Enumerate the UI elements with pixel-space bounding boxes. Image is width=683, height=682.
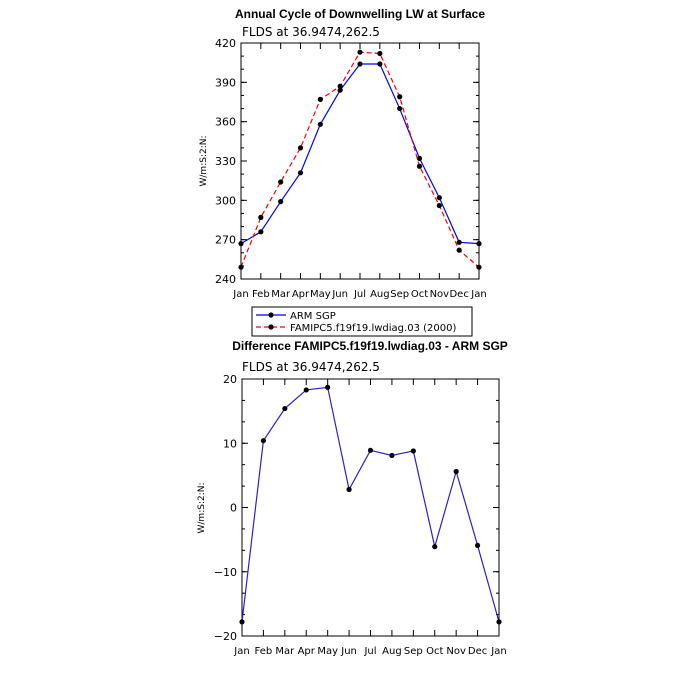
chart2-xtick-label: Sep <box>403 646 423 657</box>
chart1-xtick-label: Oct <box>410 289 429 300</box>
chart1-series-0-point <box>318 122 323 127</box>
chart1-xtick-label: Apr <box>291 289 310 300</box>
legend-label-1: FAMIPC5.f19f19.lwdiag.03 (2000) <box>290 323 457 334</box>
chart2-series-0-point <box>411 448 416 453</box>
chart1-series-1-point <box>258 215 263 220</box>
chart2-series-0-point <box>261 438 266 443</box>
chart1-ytick-label: 240 <box>215 273 236 286</box>
chart1-series-0-point <box>357 61 362 66</box>
chart1-ylabel: W/m:S:2:N: <box>199 135 209 187</box>
chart1-frame <box>241 43 479 279</box>
chart1-ytick-label: 300 <box>215 194 236 208</box>
chart2-ytick-label: −10 <box>213 565 237 579</box>
chart1-xtick-label: Mar <box>271 289 291 300</box>
chart2-xtick-label: Mar <box>275 646 295 657</box>
chart1-series-1-point <box>476 265 481 270</box>
chart1-series-0-point <box>278 199 283 204</box>
chart2-xtick-label: May <box>317 646 339 657</box>
chart1-xtick-label: Jan <box>233 289 249 300</box>
chart1-xtick-label: Feb <box>251 289 270 300</box>
chart1-series-1-point <box>338 84 343 89</box>
legend-marker-0 <box>268 312 273 317</box>
chart1-xtick-label: Sep <box>390 289 410 300</box>
chart2-xtick-label: Jan <box>491 646 507 657</box>
chart1-series-1-point <box>397 94 402 99</box>
chart1-series-1-point <box>318 97 323 102</box>
legend-label-0: ARM SGP <box>290 311 336 322</box>
chart2-ytick-label: 10 <box>223 437 237 451</box>
chart1-series-0-point <box>298 170 303 175</box>
chart1-series-1-point <box>417 164 422 169</box>
chart1-series-0-point <box>238 241 243 246</box>
chart2-xtick-label: Jun <box>341 646 357 657</box>
chart1-series-1-point <box>278 179 283 184</box>
chart2-series-0-point <box>432 544 437 549</box>
chart1-title: Annual Cycle of Downwelling LW at Surface <box>234 7 486 21</box>
chart1-xtick-label: Jan <box>471 289 487 300</box>
chart1-series-1-line <box>241 52 479 267</box>
chart1-ytick-label: 360 <box>215 115 236 129</box>
chart2-series-0-point <box>282 406 287 411</box>
chart2-xtick-label: Jul <box>364 646 377 657</box>
chart1-xtick-label: May <box>309 289 331 300</box>
chart2-xtick-label: Oct <box>426 646 444 657</box>
chart1-xtick-label: Nov <box>429 289 450 300</box>
chart2-series-0-point <box>304 387 309 392</box>
chart1-series-0-point <box>397 106 402 111</box>
chart2-xtick-label: Aug <box>382 646 402 657</box>
chart2-subtitle: FLDS at 36.9474,262.5 <box>242 360 380 374</box>
chart1-series-1-point <box>357 50 362 55</box>
chart2-plot <box>214 373 507 657</box>
chart1-xtick-label: Jun <box>332 289 348 300</box>
chart1-series-0-line <box>241 64 479 244</box>
chart2-series-0-point <box>239 619 244 624</box>
chart1-ytick-label: 420 <box>215 37 236 50</box>
chart1-series-1-point <box>377 51 382 56</box>
chart2-series-0-line <box>242 387 499 622</box>
chart2-series-0-point <box>475 543 480 548</box>
chart2-title: Difference FAMIPC5.f19f19.lwdiag.03 - ARM SGP <box>232 339 508 353</box>
chart2-xtick-label: Dec <box>467 646 488 657</box>
chart2-series-0-point <box>346 487 351 492</box>
chart1-series-0-point <box>377 61 382 66</box>
chart2-series-0-point <box>368 448 373 453</box>
chart1-subtitle: FLDS at 36.9474,262.5 <box>242 25 380 39</box>
chart2-frame <box>242 379 499 636</box>
chart1-series-0-point <box>457 240 462 245</box>
chart1-ytick-label: 330 <box>215 155 236 168</box>
chart1-series-1-point <box>298 145 303 150</box>
chart2-series-0-point <box>454 469 459 474</box>
chart2-ylabel: W/m:S:2:N: <box>197 482 207 534</box>
chart1-series-0-point <box>258 229 263 234</box>
chart2-ytick-label: −20 <box>213 630 237 643</box>
chart1-ytick-label: 270 <box>215 233 236 247</box>
chart2-series-0-point <box>389 453 394 458</box>
chart2-xtick-label: Nov <box>446 646 466 657</box>
chart1-xtick-label: Jul <box>353 289 367 300</box>
chart1-series-1-point <box>457 248 462 253</box>
chart2-xtick-label: Feb <box>254 646 273 657</box>
chart2-series-0-point <box>496 619 501 624</box>
chart1-legend <box>252 307 472 336</box>
chart2-ytick-label: 20 <box>223 373 237 386</box>
chart2-xtick-label: Apr <box>297 646 315 657</box>
chart1-series-0-point <box>476 241 481 246</box>
chart2-ytick-label: 0 <box>230 501 237 515</box>
chart1-plot <box>215 37 487 300</box>
chart2-xtick-label: Jan <box>234 646 250 657</box>
chart1-xtick-label: Aug <box>370 289 390 300</box>
legend-marker-1 <box>268 324 273 329</box>
chart2-series-0-point <box>325 385 330 390</box>
chart1-ytick-label: 390 <box>215 76 236 90</box>
chart1-series-0-point <box>437 195 442 200</box>
chart1-xtick-label: Dec <box>449 289 469 300</box>
chart1-series-1-point <box>238 265 243 270</box>
chart1-series-1-point <box>437 203 442 208</box>
